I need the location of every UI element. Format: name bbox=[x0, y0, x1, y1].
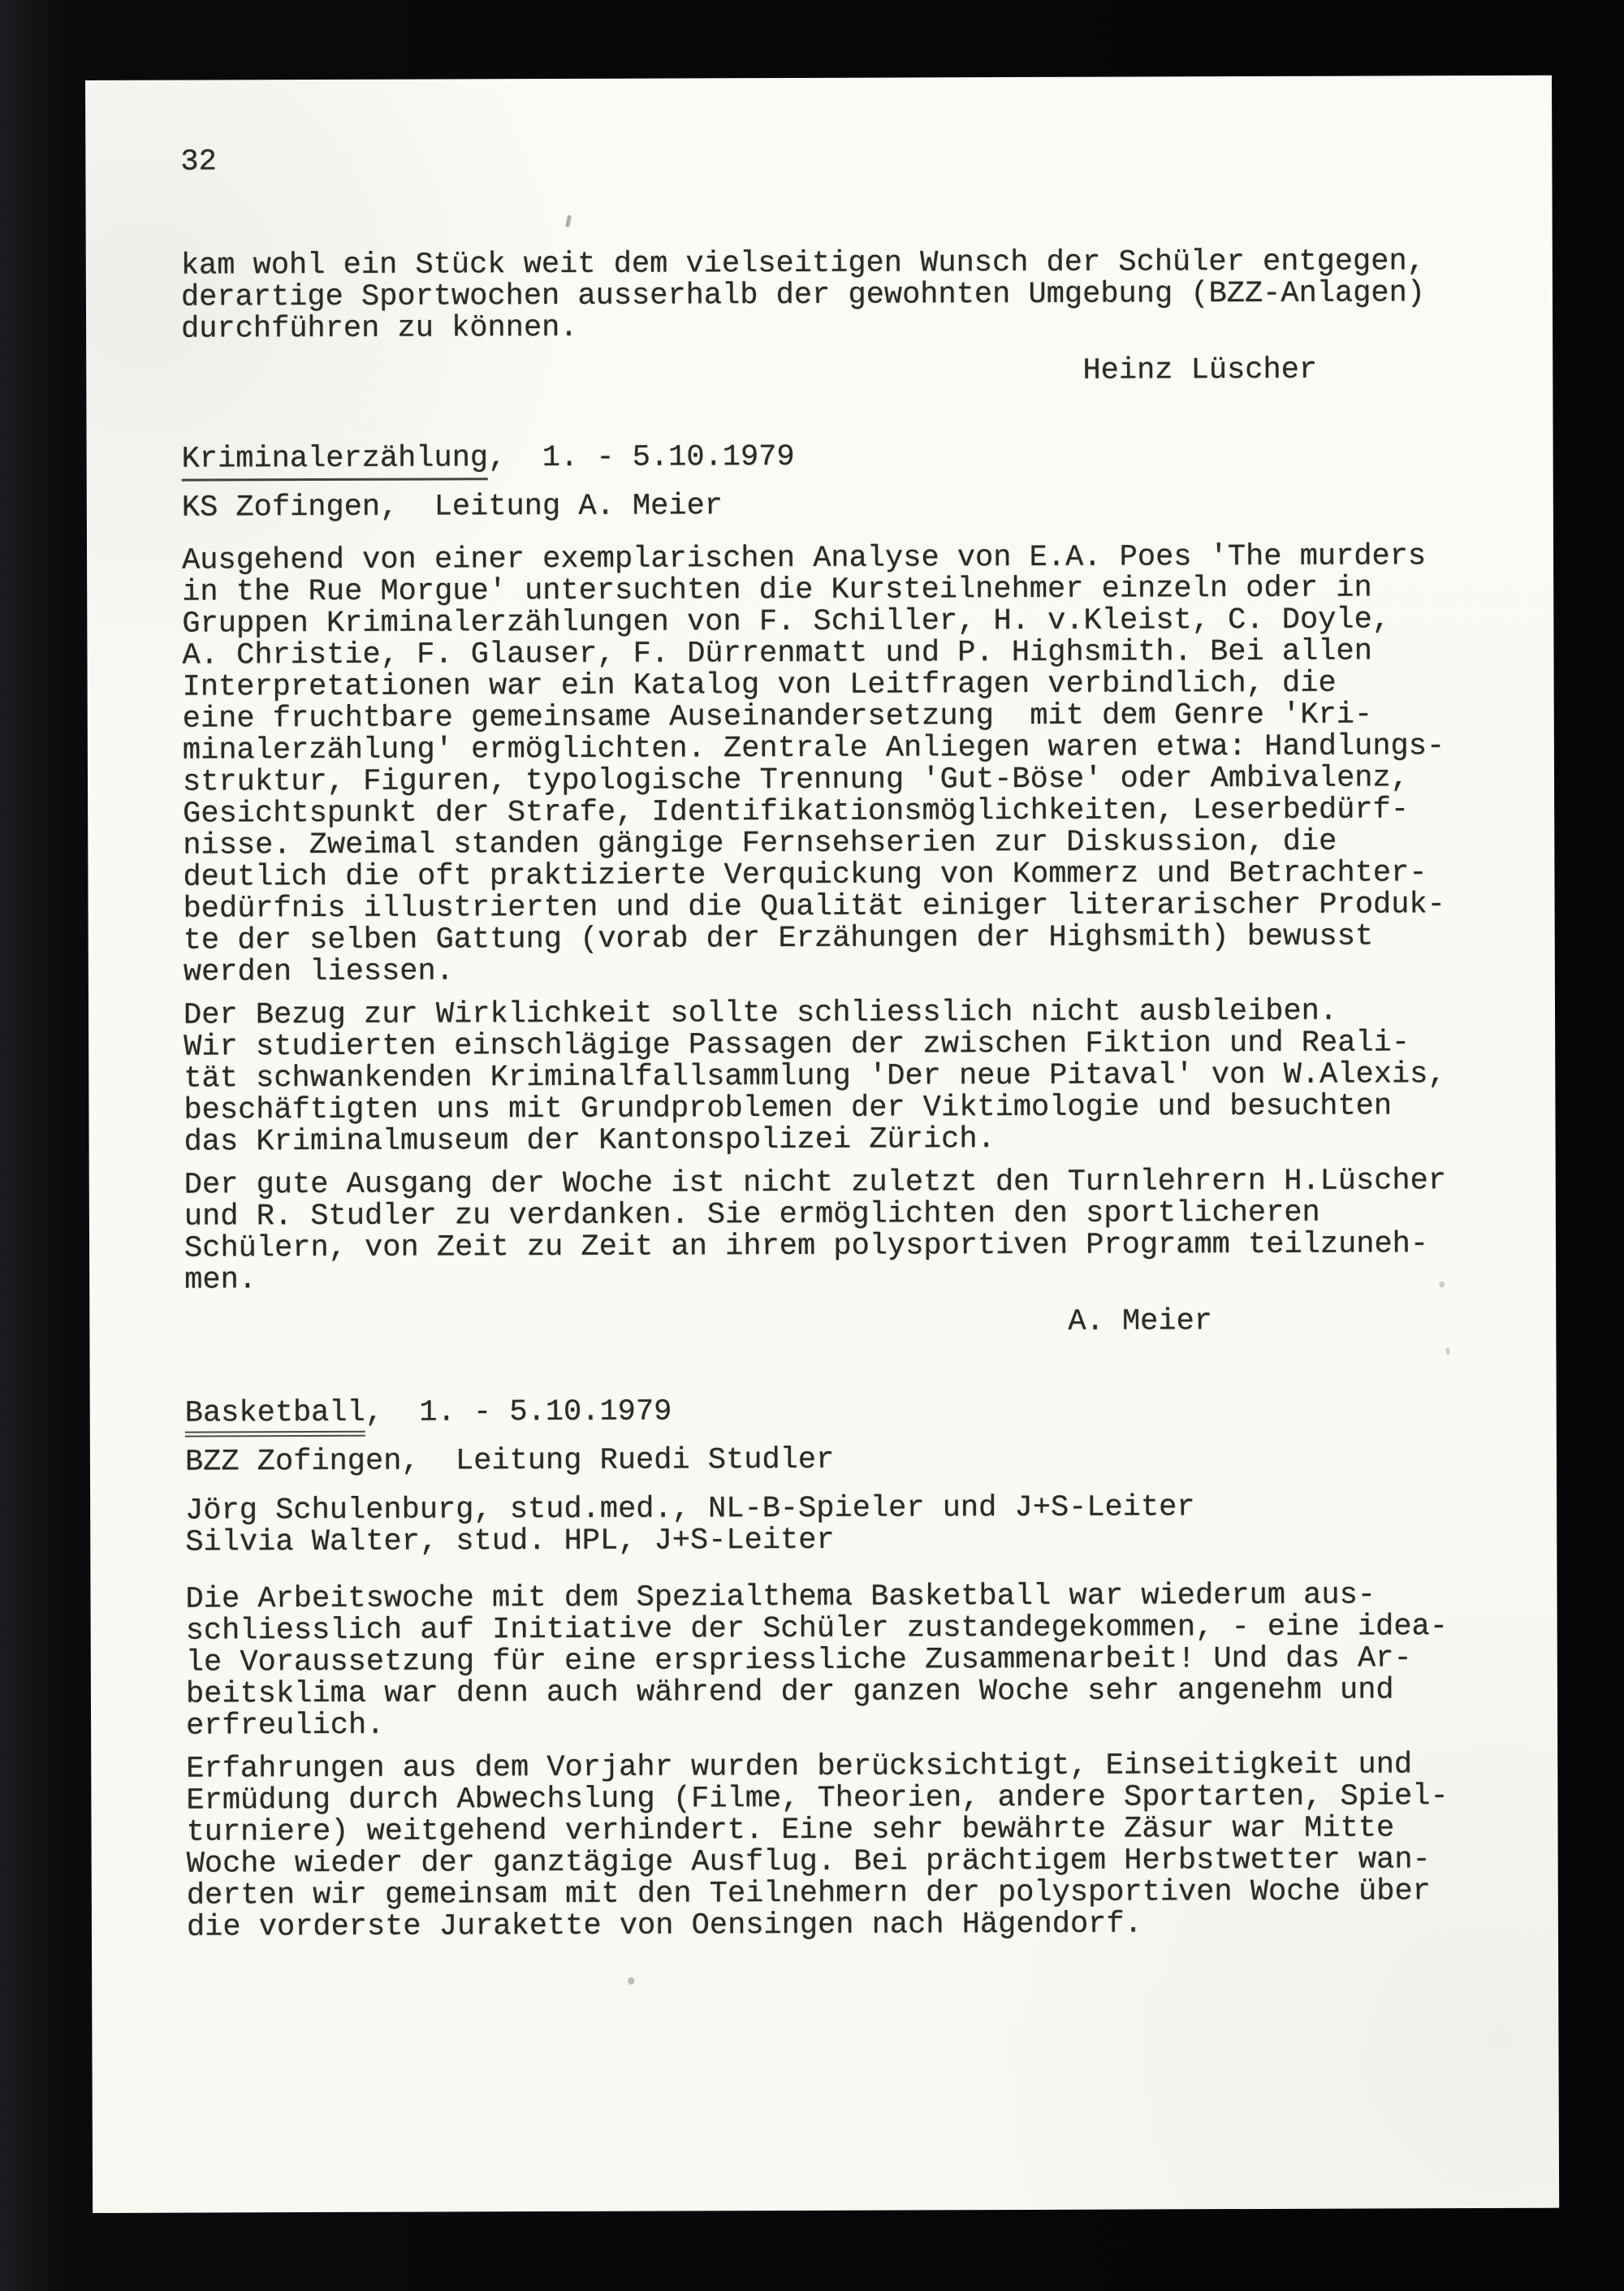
section-basketball-title: Basketball bbox=[185, 1396, 365, 1437]
section-basketball-heading bbox=[185, 1394, 1517, 1430]
scan-speck bbox=[628, 1978, 634, 1985]
section-kriminalerzaehlung-heading bbox=[182, 439, 1514, 476]
kriminalerzaehlung-paragraph-1: Ausgehend von einer exemplarischen Analyse von E.A. Poes 'The murders in the Rue Morgue' untersuchten die Kursteilnehmer einzeln oder in Gruppen Kriminalerzählungen von F. Schiller, H. v.Kleist, C. Doyle, A. Christie, F. Glauser, F. Dürrenmatt und P. Highsmith. Bei allen Interpretationen war ein Katalog von Leitfragen verbindlich, die eine fruchtbare gemeinsame Auseinandersetzung mit dem Genre 'Kri- minalerzählung' ermöglichten. Zentrale Anliegen waren etwa: Handlungs- struktur, Figuren, typologische Trennung 'Gut-Böse' oder Ambivalenz, Gesichtspunkt der Strafe, Identifikationsmöglichkeiten, Leserbedürf- nisse. Zweimal standen gängige Fernsehserien zur Diskussion, die deutlich die oft praktizierte Verquickung von Kommerz und Betrachter- bedürfnis illustrierten und die Qualität einiger literarischer Produk- te der selben Gattung (vorab der Erzähungen der Highsmith) bewusst werden liessen. bbox=[181, 539, 1445, 990]
intro-paragraph: kam wohl ein Stück weit dem vielseitigen Wunsch der Schüler entgegen, derartige Sportwochen ausserhalb der gewohnten Umgebung (BZZ-Anlagen) durchführen zu können. bbox=[180, 244, 1426, 347]
section-kriminalerzaehlung-dates: , 1. - 5.10.1979 bbox=[488, 439, 795, 476]
section-basketball-lead: BZZ Zofingen, Leitung Ruedi Studler bbox=[184, 1442, 835, 1480]
kriminalerzaehlung-signature: A. Meier bbox=[1068, 1304, 1213, 1339]
kriminalerzaehlung-paragraph-3: Der gute Ausgang der Woche ist nicht zuletzt den Turnlehrern H.Lüscher und R. Studler zu verdanken. Sie ermöglichten den sportlicheren Schülern, von Zeit zu Zeit an ihrem polysportiven Programm teilzuneh- men. bbox=[184, 1164, 1447, 1298]
basketball-staff-lines: Jörg Schulenburg, stud.med., NL-B-Spieler und J+S-Leiter Silvia Walter, stud. HPL, J+S-Leiter bbox=[185, 1490, 1195, 1560]
document-page bbox=[85, 76, 1559, 2213]
section-kriminalerzaehlung-lead: KS Zofingen, Leitung A. Meier bbox=[181, 489, 723, 525]
basketball-paragraph-1: Die Arbeitswoche mit dem Spezialthema Basketball war wiederum aus- schliesslich auf Initiative der Schüler zustandegekommen, - eine idea- le Voraussetzung für eine erspriessliche Zusammenarbeit! Und das Ar- beitsklima war denn auch während der ganzen Woche sehr angenehm und erfreulich. bbox=[185, 1578, 1448, 1744]
intro-signature: Heinz Lüscher bbox=[1082, 352, 1318, 388]
section-basketball-dates: , 1. - 5.10.1979 bbox=[365, 1394, 672, 1430]
page-content bbox=[180, 76, 1518, 1944]
section-kriminalerzaehlung-title: Kriminalerzählung bbox=[182, 441, 489, 481]
basketball-paragraph-2: Erfahrungen aus dem Vorjahr wurden berücksichtigt, Einseitigkeit und Ermüdung durch Abwechslung (Filme, Theorien, andere Sportarten, Spiel- turniere) weitgehend verhindert. Eine sehr bewährte Zäsur war Mitte Woche wieder der ganztägige Ausflug. Bei prächtigem Herbstwetter wan- derten wir gemeinsam mit den Teilnehmern der polysportiven Woche über die vorderste Jurakette von Oensingen nach Hägendorf. bbox=[186, 1748, 1449, 1945]
page-number: 32 bbox=[180, 145, 217, 179]
kriminalerzaehlung-paragraph-2: Der Bezug zur Wirklichkeit sollte schliesslich nicht ausbleiben. Wir studierten einschlägige Passagen der zwischen Fiktion und Reali- tät schwankenden Kriminalfallsammlung 'Der neue Pitaval' von W.Alexis, beschäftigten uns mit Grundproblemen der Viktimologie und besuchten das Kriminalmuseum der Kantonspolizei Zürich. bbox=[183, 994, 1446, 1160]
